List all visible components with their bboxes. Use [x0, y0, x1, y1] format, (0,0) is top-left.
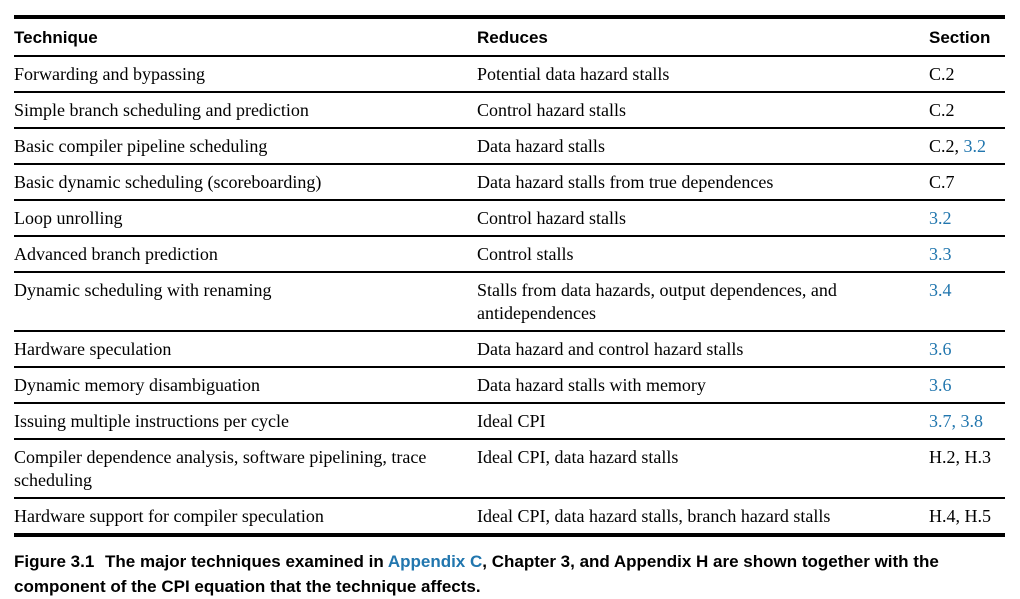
reduces-cell: Ideal CPI, data hazard stalls: [477, 439, 929, 498]
technique-cell: Forwarding and bypassing: [14, 56, 477, 92]
column-header-technique: Technique: [14, 17, 477, 56]
caption-text: , Chapter 3, and Appendix H are shown together with the component of the CPI equation that the technique affects.: [14, 552, 939, 596]
table-row: [14, 200, 1005, 236]
section-link[interactable]: 3.7, 3.8: [929, 411, 983, 431]
table-row: [14, 236, 1005, 272]
section-cell: [929, 439, 1005, 498]
section-ref: C.2: [929, 64, 955, 84]
techniques-table: [14, 15, 1005, 537]
column-header-reduces: Reduces: [477, 17, 929, 56]
reduces-cell: Stalls from data hazards, output dependences, and antidependences: [477, 272, 929, 331]
technique-cell: Dynamic memory disambiguation: [14, 367, 477, 403]
table-header-row: [14, 17, 1005, 56]
section-cell: [929, 128, 1005, 164]
section-cell: [929, 56, 1005, 92]
technique-cell: Loop unrolling: [14, 200, 477, 236]
table-row: [14, 367, 1005, 403]
reduces-cell: Potential data hazard stalls: [477, 56, 929, 92]
table-row: [14, 92, 1005, 128]
table-body: [14, 56, 1005, 535]
technique-cell: Compiler dependence analysis, software pipelining, trace scheduling: [14, 439, 477, 498]
technique-cell: Hardware speculation: [14, 331, 477, 367]
section-cell: [929, 272, 1005, 331]
section-cell: [929, 331, 1005, 367]
section-cell: [929, 200, 1005, 236]
technique-cell: Simple branch scheduling and prediction: [14, 92, 477, 128]
reduces-cell: Data hazard stalls with memory: [477, 367, 929, 403]
reduces-cell: Data hazard and control hazard stalls: [477, 331, 929, 367]
appendix-c-link[interactable]: Appendix C: [387, 552, 483, 571]
section-cell: [929, 92, 1005, 128]
table-row: [14, 331, 1005, 367]
section-cell: [929, 403, 1005, 439]
figure-number: Figure 3.1: [14, 552, 95, 571]
section-link[interactable]: 3.3: [929, 244, 952, 264]
caption-text: The major techniques examined in: [100, 552, 388, 571]
section-cell: [929, 164, 1005, 200]
reduces-cell: Control stalls: [477, 236, 929, 272]
table-row: [14, 272, 1005, 331]
table-row: [14, 128, 1005, 164]
reduces-cell: Data hazard stalls: [477, 128, 929, 164]
table-row: [14, 56, 1005, 92]
table-row: [14, 164, 1005, 200]
table-row: [14, 498, 1005, 535]
table-row: [14, 403, 1005, 439]
technique-cell: Dynamic scheduling with renaming: [14, 272, 477, 331]
section-ref: H.4, H.5: [929, 506, 991, 526]
section-cell: [929, 236, 1005, 272]
reduces-cell: Control hazard stalls: [477, 200, 929, 236]
section-link[interactable]: 3.2: [963, 136, 987, 156]
technique-cell: Basic dynamic scheduling (scoreboarding): [14, 164, 477, 200]
reduces-cell: Ideal CPI: [477, 403, 929, 439]
section-link[interactable]: 3.6: [929, 339, 952, 359]
reduces-cell: Data hazard stalls from true dependences: [477, 164, 929, 200]
section-link[interactable]: 3.2: [929, 208, 952, 228]
section-ref: C.7: [929, 172, 955, 192]
reduces-cell: Control hazard stalls: [477, 92, 929, 128]
section-link[interactable]: 3.6: [929, 375, 952, 395]
table-row: [14, 439, 1005, 498]
section-cell: [929, 498, 1005, 535]
section-cell: [929, 367, 1005, 403]
technique-cell: Hardware support for compiler speculation: [14, 506, 324, 526]
technique-cell: Advanced branch prediction: [14, 236, 477, 272]
section-ref: C.2: [929, 100, 955, 120]
figure-caption: [14, 549, 1014, 599]
technique-cell: Basic compiler pipeline scheduling: [14, 128, 477, 164]
technique-cell: Issuing multiple instructions per cycle: [14, 403, 477, 439]
column-header-section: Section: [929, 17, 1005, 56]
section-ref: H.2, H.3: [929, 447, 991, 467]
reduces-cell: Ideal CPI, data hazard stalls, branch hazard stalls: [477, 506, 831, 526]
section-ref: C.2,: [929, 136, 964, 156]
section-link[interactable]: 3.4: [929, 280, 952, 300]
